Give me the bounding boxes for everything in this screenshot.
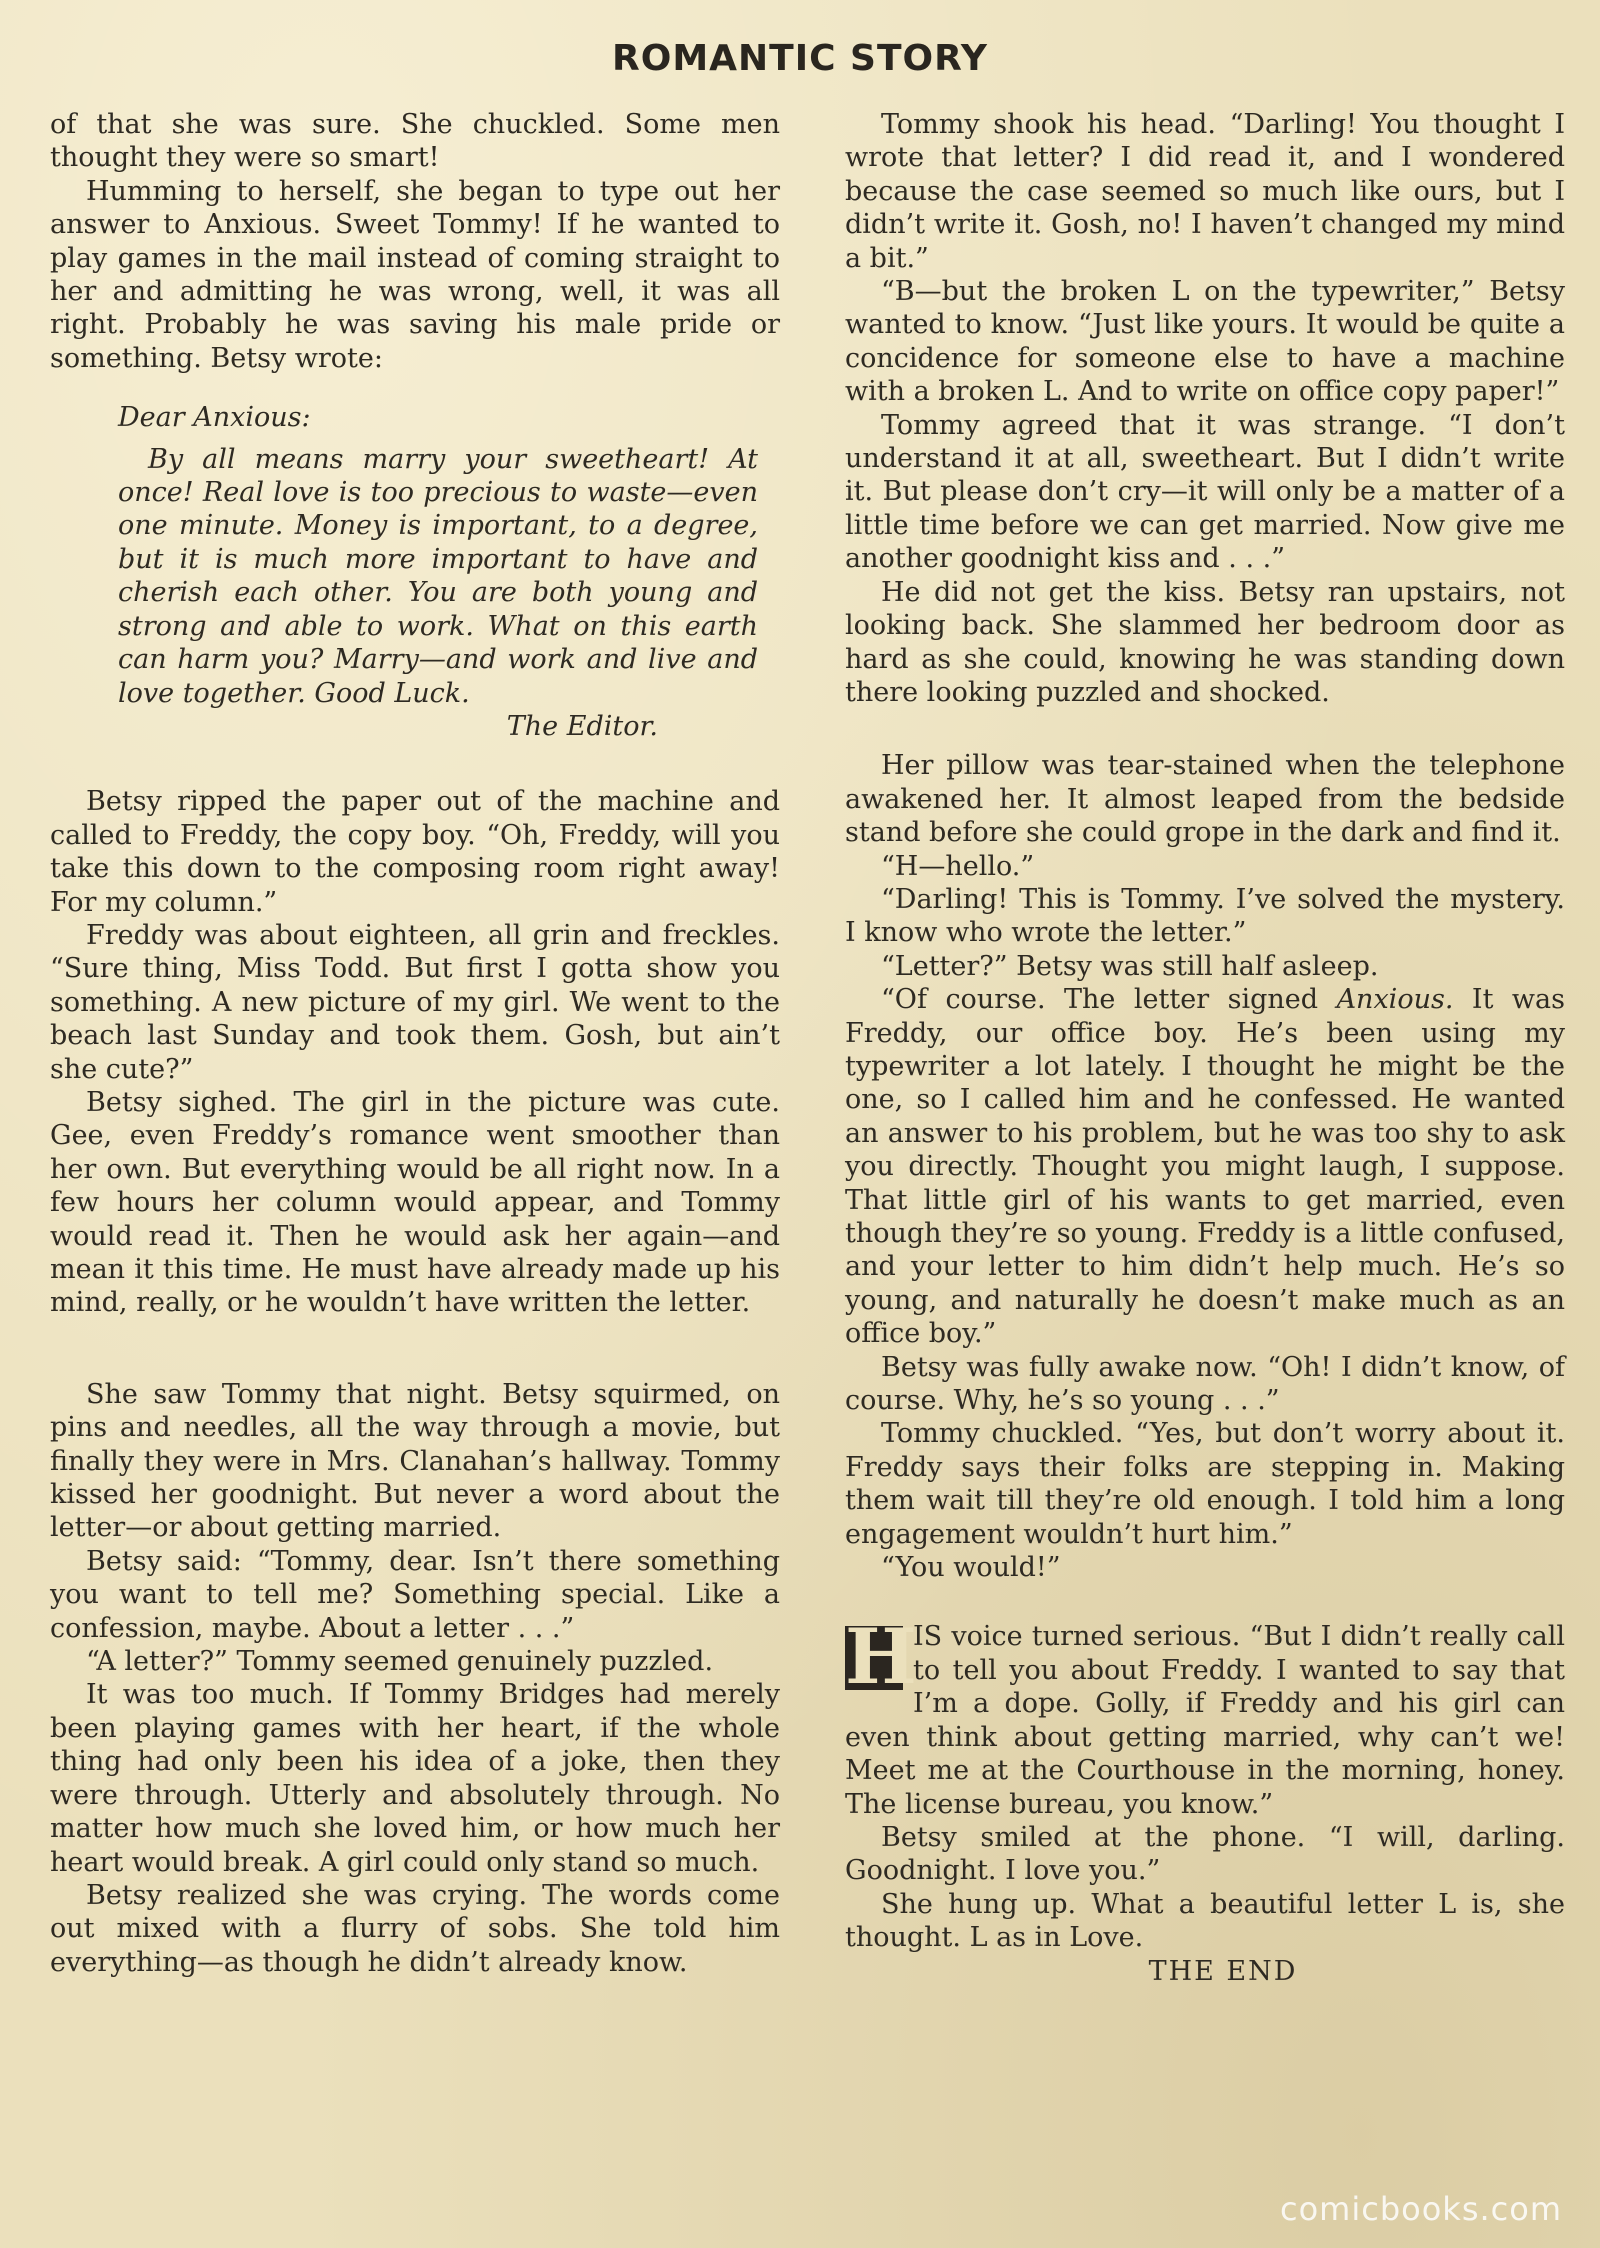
letter-body: By all means marry your sweetheart! At once! Real love is too precious to waste—even one minute. Money is important, to a degree, but it is much more important to have and cherish each other. You are both young and strong and able to work. What on this earth can harm you? Marry—and work and live and love together. Good Luck. (118, 443, 758, 709)
paragraph: “Letter?” Betsy was still half asleep. (881, 950, 1379, 982)
paragraph: “B—but the broken L on the typewriter,” Betsy wanted to know. “Just like yours. It would be quite a concidence for someone else to have a machine with a broken L. And to write on office copy paper!” (845, 276, 1565, 408)
paragraph: Freddy was about eighteen, all grin and freckles. “Sure thing, Miss Todd. But first I gotta show you something. A new picture of my girl. We went to the beach last Sunday and took them. Gosh, but ain’t she cute?” (50, 919, 780, 1085)
paragraph: Betsy sighed. The girl in the picture was cute. Gee, even Freddy’s romance went smoother than her own. But everything would be all right now. In a few hours her column would appear, and Tommy would read it. Then he would ask her again—and mean it this time. He must have already made up his mind, really, or he wouldn’t have written the letter. (50, 1086, 780, 1319)
watermark: comicbooks.com (1279, 2190, 1562, 2228)
page-header: ROMANTIC STORY (612, 38, 988, 79)
text-run: IS voice turned serious. “But I didn’t really call to tell you about Freddy. I wanted to say that I’m a dope. Golly, if Freddy and his girl can even think about getting married, why can’t we! Meet me at the Courthouse in the morning, honey. The license bureau, you know.” (845, 1621, 1565, 1820)
paragraph: It was too much. If Tommy Bridges had merely been playing games with her heart, if the whole thing had only been his idea of a joke, then they were through. Utterly and absolutely through. No matter how much she loved him, or how much her heart would break. A girl could only stand so much. (50, 1679, 780, 1878)
paragraph: He did not get the kiss. Betsy ran upstairs, not looking back. She slammed her bedroom door as hard as she could, knowing he was standing down there looking puzzled and shocked. (845, 576, 1565, 708)
paragraph: She saw Tommy that night. Betsy squirmed, on pins and needles, all the way through a movie, but finally they were in Mrs. Clanahan’s hallway. Tommy kissed her goodnight. But never a word about the letter—or about getting married. (50, 1378, 780, 1544)
paragraph: “H—hello.” (881, 850, 1035, 882)
paragraph: “You would!” (881, 1552, 1061, 1584)
paragraph (845, 1612, 1565, 1820)
paragraph: Her pillow was tear-stained when the telephone awakened her. It almost leaped from the bedside stand before she could grope in the dark and find it. (845, 750, 1565, 849)
paragraph: Betsy smiled at the phone. “I will, darling. Goodnight. I love you.” (845, 1821, 1565, 1887)
paragraph: Humming to herself, she began to type out her answer to Anxious. Sweet Tommy! If he wanted to play games in the mail instead of coming straight to her and admitting he was wrong, well, it was all right. Probably he was saving his male pride or something. Betsy wrote: (50, 175, 780, 374)
paragraph: “A letter?” Tommy seemed genuinely puzzled. (86, 1646, 714, 1678)
paragraph: Tommy shook his head. “Darling! You thought I wrote that letter? I did read it, and I wondered because the case seemed so much like ours, but I didn’t write it. Gosh, no! I haven’t changed my mind a bit.” (845, 109, 1565, 274)
drop-cap: H (845, 1612, 917, 1702)
italic-text: Anxious. (1336, 984, 1454, 1016)
paragraph: Tommy agreed that it was strange. “I don’t understand it at all, sweetheart. But I didn’t write it. But please don’t cry—it will only be a matter of a little time before we can get married. Now give me another goodnight kiss and . . .” (845, 409, 1565, 575)
paragraph: Betsy was fully awake now. “Oh! I didn’t know, of course. Why, he’s so young . . .” (845, 1351, 1565, 1417)
letter-signature: The Editor. (506, 710, 658, 742)
paragraph: Tommy chuckled. “Yes, but don’t worry about it. Freddy says their folks are stepping in. Making them wait till they’re old enough. I told him a long engagement wouldn’t hurt him.” (845, 1418, 1565, 1550)
editor-letter (118, 401, 758, 743)
the-end: THE END (1148, 1955, 1298, 1987)
paragraph: Betsy realized she was crying. The words come out mixed with a flurry of sobs. She told him everything—as though he didn’t already know. (50, 1879, 780, 1978)
paragraph: She hung up. What a beautiful letter L is, she thought. L as in Love. (845, 1888, 1565, 1954)
text-run: “Of course. The letter signed (881, 984, 1337, 1016)
paragraph (845, 983, 1565, 1350)
paragraph: Betsy said: “Tommy, dear. Isn’t there something you want to tell me? Something special. Like a confession, maybe. About a letter . . .” (50, 1545, 780, 1644)
paragraph: of that she was sure. She chuckled. Some men thought they were so smart! (50, 109, 780, 174)
text-run: It was Freddy, our office boy. He’s been using my typewriter a lot lately. I thought he might be the one, so I called him and he confessed. He wanted an answer to his problem, but he was too shy to ask you directly. Thought you might laugh, I suppose. That little girl of his wants to get married, even though they’re so young. Freddy is a little confused, and your letter to him didn’t help much. He’s so young, and naturally he doesn’t make much as an office boy.” (845, 984, 1565, 1350)
right-column (845, 108, 1565, 1988)
paragraph: Betsy ripped the paper out of the machine and called to Freddy, the copy boy. “Oh, Freddy, will you take this down to the composing room right away! For my column.” (50, 786, 780, 918)
letter-salutation: Dear Anxious: (118, 402, 311, 434)
paragraph: “Darling! This is Tommy. I’ve solved the mystery. I know who wrote the letter.” (845, 883, 1565, 949)
left-column (50, 108, 780, 1979)
